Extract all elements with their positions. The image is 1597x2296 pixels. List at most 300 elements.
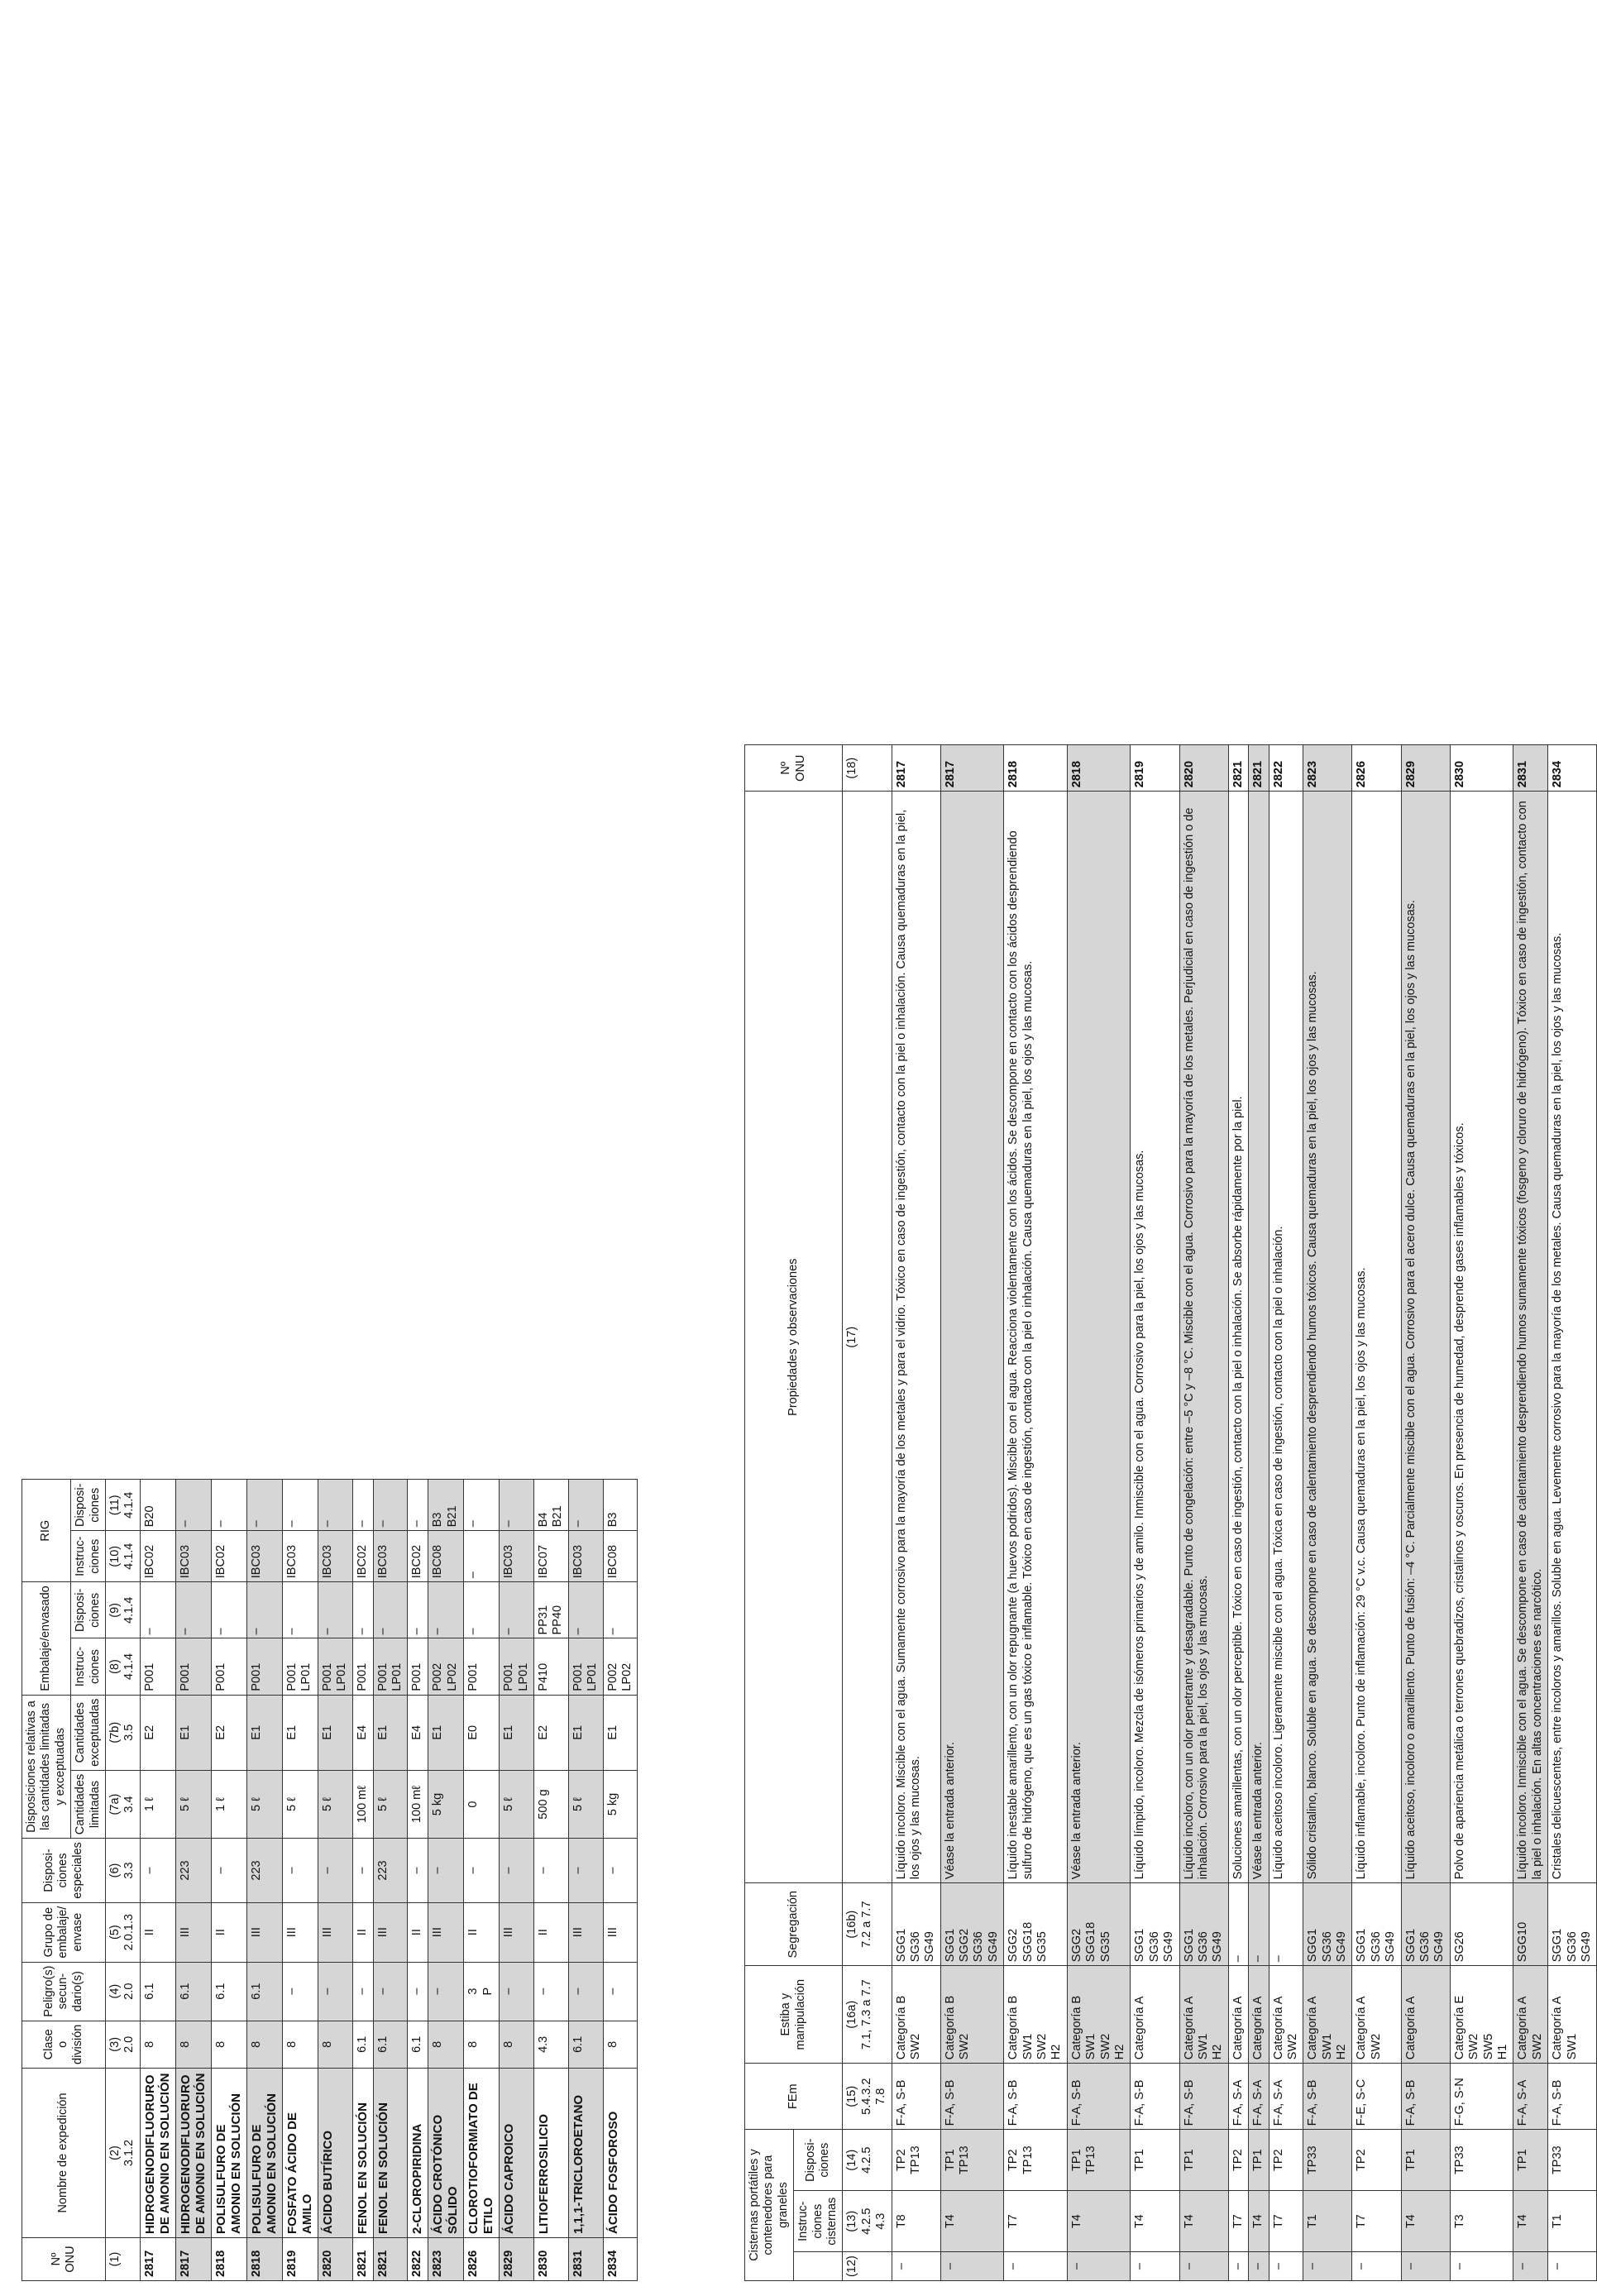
packing-provision-cell: – — [603, 1582, 638, 1638]
properties-cell: Véase la entrada anterior. — [1249, 792, 1269, 1883]
column-number: (4) 2.0 — [105, 1962, 140, 2021]
ibc-provision-cell: – — [408, 1480, 428, 1531]
limited-quantity-cell: 5 ℓ — [175, 1770, 211, 1838]
onu-cell-right: 2817 — [892, 745, 940, 792]
table-row — [1513, 745, 1548, 2281]
ibc-provision-cell: – — [175, 1480, 211, 1531]
special-provisions-cell: – — [282, 1839, 318, 1903]
tank-provision-cell: TP2 — [1228, 2130, 1248, 2191]
onu-cell-right: 2829 — [1401, 745, 1450, 792]
column-number: (16b) 7.2 a 7.7 — [843, 1883, 892, 1966]
ibc-provision-cell: – — [568, 1480, 603, 1531]
onu-cell-right: 2818 — [1067, 745, 1131, 792]
excepted-quantity-cell: E1 — [603, 1695, 638, 1770]
packing-group-cell: III — [246, 1902, 282, 1962]
properties-cell: Líquido incoloro. Miscible con el agua. Sumamente corrosivo para la mayoría de los metales y para el vidrio. Tóxico en caso de ingestión, contacto con la piel o inhalación. Causa quemaduras en la piel, los ojos y las mucosas. — [892, 792, 940, 1883]
stowage-cell: Categoría B SW1 SW2 H2 — [1067, 1966, 1131, 2064]
class-cell: 8 — [246, 2021, 282, 2068]
secondary-hazard-cell: 6.1 — [140, 1962, 175, 2021]
onu-cell-right: 2821 — [1249, 745, 1269, 792]
packing-group-cell: II — [408, 1902, 428, 1962]
table-row — [940, 745, 1004, 2281]
excepted-quantity-cell: E1 — [282, 1695, 318, 1770]
ibc-provision-cell: B3 — [603, 1480, 638, 1531]
ems-cell: F-A, S-B — [1179, 2064, 1228, 2130]
onu-cell-right: 2817 — [940, 745, 1004, 792]
tank-provision-cell: TP1 — [1401, 2130, 1450, 2191]
packing-instruction-cell: P001 LP01 — [500, 1638, 534, 1695]
packing-instruction-cell: P001 — [140, 1638, 175, 1695]
ibc-provision-cell: – — [500, 1480, 534, 1531]
class-cell: 8 — [318, 2021, 352, 2068]
stowage-cell: Categoría A SW2 — [1269, 1966, 1303, 2064]
header-limited: Cantidades limitadas — [71, 1770, 106, 1838]
onu-cell-right: 2820 — [1179, 745, 1228, 792]
ems-cell: F-A, S-B — [1067, 2064, 1131, 2130]
properties-cell: Líquido incoloro, con un olor penetrante y desagradable. Punto de congelación: entre –5 °C y –8 °C. Miscible con el agua. Corrosivo para la mayoría de los metales. Perjudicial en caso de ingestión o de inhalación. Corrosivo para la piel, los ojos y las mucosas. — [1179, 792, 1228, 1883]
secondary-hazard-cell: 6.1 — [211, 1962, 246, 2021]
onu-cell: 2817 — [140, 2238, 175, 2281]
ibc-provision-cell: – — [464, 1480, 500, 1531]
left-table-body — [140, 1480, 638, 2281]
class-cell: 6.1 — [373, 2021, 408, 2068]
tank-instruction-cell: T4 — [1067, 2191, 1131, 2252]
tank-instruction-cell: T7 — [1004, 2191, 1068, 2252]
col12-cell: – — [1303, 2252, 1352, 2281]
tank-instruction-cell: T4 — [1513, 2191, 1548, 2252]
class-cell: 8 — [500, 2021, 534, 2068]
ems-cell: F-E, S-C — [1352, 2064, 1401, 2130]
header-tank-instructions: Instruc- ciones cisternas — [794, 2191, 843, 2252]
class-cell: 8 — [211, 2021, 246, 2068]
header-packing-instructions: Instruc- ciones — [71, 1638, 106, 1695]
header-segregation: Segregación — [745, 1883, 843, 1966]
class-cell: 4.3 — [534, 2021, 569, 2068]
properties-cell: Soluciones amarillentas, con un olor perceptible. Tóxico en caso de ingestión, contacto con la piel o inhalación. Se absorbe rápidamente por la piel. — [1228, 792, 1248, 1883]
table-row — [603, 1480, 638, 2281]
class-cell: 6.1 — [568, 2021, 603, 2068]
properties-cell: Polvo de apariencia metálica o terrones quebradizos, cristalinos y oscuros. En presencia de humedad, desprende gases inflamables y tóxicos. — [1450, 792, 1513, 1883]
name-cell: FOSFATO ÁCIDO DE AMILO — [282, 2069, 318, 2238]
ems-cell: F-A, S-B — [1303, 2064, 1352, 2130]
name-cell: FENOL EN SOLUCIÓN — [352, 2069, 373, 2238]
column-number: (17) — [843, 792, 892, 1883]
onu-cell: 2822 — [408, 2238, 428, 2281]
tank-provision-cell: TP2 TP13 — [892, 2130, 940, 2191]
properties-cell: Líquido incoloro. Inmiscible con el agua. Se descompone en caso de calentamiento desprendiendo humos sumamente tóxicos (fosgeno y cloruro de hidrógeno). Tóxico en caso de ingestión, contacto con la piel o inhalación. En altas concentraciones es narcótico. — [1513, 792, 1548, 1883]
onu-cell: 2819 — [282, 2238, 318, 2281]
packing-instruction-cell: P001 — [211, 1638, 246, 1695]
name-cell: ÁCIDO FOSFOROSO — [603, 2069, 638, 2238]
column-number: (3) 2.0 — [105, 2021, 140, 2068]
segregation-cell: SGG1 SG36 SG49 — [1303, 1883, 1352, 1966]
ibc-provision-cell: – — [373, 1480, 408, 1531]
header-stowage: Estiba y manipulación — [745, 1966, 843, 2064]
header-class: Clase o división — [22, 2021, 106, 2068]
limited-quantity-cell: 5 ℓ — [373, 1770, 408, 1838]
limited-quantity-cell: 5 ℓ — [568, 1770, 603, 1838]
packing-group-cell: II — [352, 1902, 373, 1962]
name-cell: 1,1,1-TRICLOROETANO — [568, 2069, 603, 2238]
column-numbers-row-right — [843, 745, 892, 2281]
ems-cell: F-A, S-B — [892, 2064, 940, 2130]
limited-quantity-cell: 500 g — [534, 1770, 569, 1838]
table-row — [373, 1480, 408, 2281]
column-number: (8) 4.1.4 — [105, 1638, 140, 1695]
table-row — [428, 1480, 464, 2281]
column-number: (18) — [843, 745, 892, 792]
packing-group-cell: II — [211, 1902, 246, 1962]
column-number: (7a) 3.4 — [105, 1770, 140, 1838]
special-provisions-cell: – — [318, 1839, 352, 1903]
limited-quantity-cell: 1 ℓ — [211, 1770, 246, 1838]
onu-cell-right: 2830 — [1450, 745, 1513, 792]
ems-cell: F-A, S-B — [1004, 2064, 1068, 2130]
class-cell: 8 — [140, 2021, 175, 2068]
table-row — [1450, 745, 1513, 2281]
onu-cell: 2820 — [318, 2238, 352, 2281]
packing-group-cell: III — [428, 1902, 464, 1962]
stowage-cell: Categoría A — [1401, 1966, 1450, 2064]
name-cell: HIDROGENODIFLUORURO DE AMONIO EN SOLUCIÓN — [140, 2069, 175, 2238]
packing-provision-cell: – — [282, 1582, 318, 1638]
table-row — [318, 1480, 352, 2281]
packing-provision-cell: – — [428, 1582, 464, 1638]
packing-group-cell: III — [603, 1902, 638, 1962]
table-row — [282, 1480, 318, 2281]
secondary-hazard-cell: 6.1 — [175, 1962, 211, 2021]
excepted-quantity-cell: E1 — [318, 1695, 352, 1770]
packing-group-cell: III — [568, 1902, 603, 1962]
onu-cell: 2823 — [428, 2238, 464, 2281]
packing-instruction-cell: P001 — [352, 1638, 373, 1695]
stowage-cell: Categoría B SW2 — [940, 1966, 1004, 2064]
column-number: (11) 4.1.4 — [105, 1480, 140, 1531]
special-provisions-cell: 223 — [373, 1839, 408, 1903]
secondary-hazard-cell: – — [352, 1962, 373, 2021]
packing-provision-cell: – — [175, 1582, 211, 1638]
tank-instruction-cell: T7 — [1228, 2191, 1248, 2252]
special-provisions-cell: – — [352, 1839, 373, 1903]
tank-instruction-cell: T7 — [1269, 2191, 1303, 2252]
header-packing-group: Grupo de embalaje/ envase — [22, 1902, 106, 1962]
secondary-hazard-cell: – — [603, 1962, 638, 2021]
header-ibc-instructions: Instruc- ciones — [71, 1531, 106, 1582]
onu-cell: 2826 — [464, 2238, 500, 2281]
header-ibc-provisions: Disposi- ciones — [71, 1480, 106, 1531]
stowage-cell: Categoría E SW2 SW5 H1 — [1450, 1966, 1513, 2064]
header-onu: Nº ONU — [22, 2238, 106, 2281]
tank-provision-cell: TP1 — [1513, 2130, 1548, 2191]
packing-provision-cell: – — [373, 1582, 408, 1638]
tank-instruction-cell: T7 — [1352, 2191, 1401, 2252]
ibc-instruction-cell: IBC03 — [500, 1531, 534, 1582]
onu-cell: 2830 — [534, 2238, 569, 2281]
class-cell: 6.1 — [408, 2021, 428, 2068]
secondary-hazard-cell: – — [318, 1962, 352, 2021]
ibc-instruction-cell: IBC08 — [428, 1531, 464, 1582]
excepted-quantity-cell: E4 — [352, 1695, 373, 1770]
packing-group-cell: III — [373, 1902, 408, 1962]
header-properties: Propiedades y observaciones — [745, 792, 843, 1883]
packing-provision-cell: – — [500, 1582, 534, 1638]
packing-instruction-cell: P002 LP02 — [428, 1638, 464, 1695]
column-number: (5) 2.0.1.3 — [105, 1902, 140, 1962]
segregation-cell: SGG2 SGG18 SG35 — [1067, 1883, 1131, 1966]
onu-cell: 2821 — [352, 2238, 373, 2281]
packing-instruction-cell: P001 LP01 — [318, 1638, 352, 1695]
onu-cell-right: 2822 — [1269, 745, 1303, 792]
excepted-quantity-cell: E0 — [464, 1695, 500, 1770]
class-cell: 8 — [428, 2021, 464, 2068]
header-tank-provisions: Disposi- ciones — [794, 2130, 843, 2191]
tank-instruction-cell: T3 — [1450, 2191, 1513, 2252]
packing-group-cell: III — [175, 1902, 211, 1962]
packing-group-cell: II — [140, 1902, 175, 1962]
name-cell: HIDROGENODIFLUORURO DE AMONIO EN SOLUCIÓN — [175, 2069, 211, 2238]
packing-provision-cell: – — [246, 1582, 282, 1638]
properties-cell: Líquido límpido, incoloro. Mezcla de isómeros primarios y de amilo. Inmiscible con el agua. Corrosivo para la piel, los ojos y las mucosas. — [1131, 792, 1179, 1883]
table-row — [1352, 745, 1401, 2281]
properties-cell: Cristales delicuescentes, entre incoloros y amarillos. Soluble en agua. Levemente corrosivo para la mayoría de los metales. Causa quemaduras en la piel, los ojos y las mucosas. — [1548, 792, 1597, 1883]
table-row — [500, 1480, 534, 2281]
column-number: (9) 4.1.4 — [105, 1582, 140, 1638]
ibc-provision-cell: – — [352, 1480, 373, 1531]
onu-cell-right: 2819 — [1131, 745, 1179, 792]
table-row — [408, 1480, 428, 2281]
tank-provision-cell: TP2 — [1352, 2130, 1401, 2191]
stowage-cell: Categoría A SW2 — [1513, 1966, 1548, 2064]
col12-cell: – — [1067, 2252, 1131, 2281]
secondary-hazard-cell: – — [534, 1962, 569, 2021]
onu-cell-right: 2826 — [1352, 745, 1401, 792]
ibc-provision-cell: – — [318, 1480, 352, 1531]
tank-provision-cell: TP33 — [1303, 2130, 1352, 2191]
column-number: (2) 3.1.2 — [105, 2069, 140, 2238]
onu-cell-right: 2834 — [1548, 745, 1597, 792]
packing-instruction-cell: P410 — [534, 1638, 569, 1695]
special-provisions-cell: – — [568, 1839, 603, 1903]
packing-instruction-cell: P002 LP02 — [603, 1638, 638, 1695]
table-row — [211, 1480, 246, 2281]
limited-quantity-cell: 5 ℓ — [246, 1770, 282, 1838]
packing-provision-cell: – — [211, 1582, 246, 1638]
secondary-hazard-cell: – — [568, 1962, 603, 2021]
header-excepted: Cantidades exceptuadas — [71, 1695, 106, 1770]
special-provisions-cell: – — [140, 1839, 175, 1903]
segregation-cell: SGG2 SGG18 SG35 — [1004, 1883, 1068, 1966]
ibc-provision-cell: B3 B21 — [428, 1480, 464, 1531]
column-number: (7b) 3.5 — [105, 1695, 140, 1770]
excepted-quantity-cell: E2 — [140, 1695, 175, 1770]
tank-instruction-cell: T4 — [1249, 2191, 1269, 2252]
col12-cell: – — [1401, 2252, 1450, 2281]
tank-provision-cell: TP1 — [1131, 2130, 1179, 2191]
onu-cell-right: 2831 — [1513, 745, 1548, 792]
ibc-provision-cell: B20 — [140, 1480, 175, 1531]
name-cell: ÁCIDO BUTÍRICO — [318, 2069, 352, 2238]
tank-provision-cell: TP2 TP13 — [1004, 2130, 1068, 2191]
table-row — [140, 1480, 175, 2281]
header-onu-right: Nº ONU — [745, 745, 843, 792]
onu-cell: 2818 — [246, 2238, 282, 2281]
tank-provision-cell: TP33 — [1548, 2130, 1597, 2191]
header-secondary-hazard: Peligro(s) secun- dario(s) — [22, 1962, 106, 2021]
packing-provision-cell: – — [464, 1582, 500, 1638]
ems-cell: F-A, S-B — [1131, 2064, 1179, 2130]
col12-cell: – — [1269, 2252, 1303, 2281]
tank-instruction-cell: T4 — [1179, 2191, 1228, 2252]
table-row — [464, 1480, 500, 2281]
excepted-quantity-cell: E1 — [500, 1695, 534, 1770]
column-number: (1) — [105, 2238, 140, 2281]
tank-instruction-cell: T4 — [940, 2191, 1004, 2252]
table-row — [175, 1480, 211, 2281]
table-row — [1131, 745, 1179, 2281]
right-table-body — [892, 745, 1597, 2281]
ems-cell: F-A, S-B — [940, 2064, 1004, 2130]
segregation-cell: SGG1 SG36 SG49 — [1131, 1883, 1179, 1966]
onu-cell: 2818 — [211, 2238, 246, 2281]
ibc-provision-cell: – — [211, 1480, 246, 1531]
limited-quantity-cell: 1 ℓ — [140, 1770, 175, 1838]
header-ibc: RIG — [22, 1480, 71, 1582]
packing-provision-cell: – — [140, 1582, 175, 1638]
ibc-instruction-cell: IBC02 — [140, 1531, 175, 1582]
dangerous-goods-list-right — [744, 744, 1597, 2281]
excepted-quantity-cell: E4 — [408, 1695, 428, 1770]
name-cell: ÁCIDO CAPROICO — [500, 2069, 534, 2238]
table-row — [1401, 745, 1450, 2281]
secondary-hazard-cell: – — [500, 1962, 534, 2021]
secondary-hazard-cell: 3 P — [464, 1962, 500, 2021]
tank-provision-cell: TP33 — [1450, 2130, 1513, 2191]
stowage-cell: Categoría A — [1228, 1966, 1248, 2064]
limited-quantity-cell: 100 mℓ — [408, 1770, 428, 1838]
packing-provision-cell: – — [318, 1582, 352, 1638]
segregation-cell: SGG1 SG36 SG49 — [892, 1883, 940, 1966]
ibc-instruction-cell: IBC08 — [603, 1531, 638, 1582]
packing-provision-cell: – — [408, 1582, 428, 1638]
table-row — [568, 1480, 603, 2281]
segregation-cell: – — [1228, 1883, 1248, 1966]
ems-cell: F-A, S-B — [1401, 2064, 1450, 2130]
header-ems: FEm — [745, 2064, 843, 2130]
class-cell: 8 — [282, 2021, 318, 2068]
onu-cell: 2817 — [175, 2238, 211, 2281]
header-tanks: Cisternas portátiles y contenedores para graneles — [745, 2130, 794, 2281]
tank-instruction-cell: T8 — [892, 2191, 940, 2252]
ems-cell: F-A, S-A — [1269, 2064, 1303, 2130]
tank-provision-cell: TP2 — [1269, 2130, 1303, 2191]
secondary-hazard-cell: – — [282, 1962, 318, 2021]
tank-instruction-cell: T4 — [1401, 2191, 1450, 2252]
tank-instruction-cell: T1 — [1303, 2191, 1352, 2252]
class-cell: 8 — [603, 2021, 638, 2068]
table-row — [892, 745, 940, 2281]
stowage-cell: Categoría A SW1 — [1548, 1966, 1597, 2064]
packing-group-cell: II — [534, 1902, 569, 1962]
limited-quantity-cell: 5 kg — [428, 1770, 464, 1838]
packing-group-cell: II — [464, 1902, 500, 1962]
header-limited-excepted: Disposiciones relativas a las cantidades limitadas y exceptuadas — [22, 1695, 71, 1839]
ibc-instruction-cell: – — [464, 1531, 500, 1582]
properties-cell: Líquido aceitoso, incoloro o amarillento. Punto de fusión: –4 °C. Parcialmente miscible con el agua. Corrosivo para el acero dulce. Causa quemaduras en la piel, los ojos y las mucosas. — [1401, 792, 1450, 1883]
table-row — [246, 1480, 282, 2281]
excepted-quantity-cell: E1 — [428, 1695, 464, 1770]
ibc-instruction-cell: IBC02 — [408, 1531, 428, 1582]
table-row — [1249, 745, 1269, 2281]
limited-quantity-cell: 5 ℓ — [318, 1770, 352, 1838]
secondary-hazard-cell: – — [408, 1962, 428, 2021]
tank-instruction-cell: T1 — [1548, 2191, 1597, 2252]
packing-group-cell: III — [500, 1902, 534, 1962]
special-provisions-cell: – — [408, 1839, 428, 1903]
packing-group-cell: III — [282, 1902, 318, 1962]
special-provisions-cell: – — [534, 1839, 569, 1903]
stowage-cell: Categoría A SW1 H2 — [1179, 1966, 1228, 2064]
onu-cell: 2834 — [603, 2238, 638, 2281]
col12-cell: – — [1004, 2252, 1068, 2281]
secondary-hazard-cell: – — [373, 1962, 408, 2021]
secondary-hazard-cell: – — [428, 1962, 464, 2021]
packing-provision-cell: – — [352, 1582, 373, 1638]
limited-quantity-cell: 100 mℓ — [352, 1770, 373, 1838]
column-number: (13) 4.2.5 4.3 — [843, 2191, 892, 2252]
segregation-cell: – — [1269, 1883, 1303, 1966]
ibc-instruction-cell: IBC03 — [568, 1531, 603, 1582]
class-cell: 8 — [175, 2021, 211, 2068]
dangerous-goods-list-left — [22, 1479, 638, 2281]
header-col12-blank — [794, 2252, 843, 2281]
table-row — [534, 1480, 569, 2281]
tank-provision-cell: TP1 TP13 — [1067, 2130, 1131, 2191]
col12-cell: – — [1131, 2252, 1179, 2281]
col12-cell: – — [1450, 2252, 1513, 2281]
column-number: (14) 4.2.5 — [843, 2130, 892, 2191]
packing-instruction-cell: P001 — [246, 1638, 282, 1695]
onu-cell-right: 2821 — [1228, 745, 1248, 792]
packing-instruction-cell: P001 LP01 — [568, 1638, 603, 1695]
properties-cell: Véase la entrada anterior. — [940, 792, 1004, 1883]
stowage-cell: Categoría A — [1131, 1966, 1179, 2064]
table-row — [1548, 745, 1597, 2281]
ibc-instruction-cell: IBC03 — [175, 1531, 211, 1582]
column-number: (15) 5.4.3.2 7.8 — [843, 2064, 892, 2130]
excepted-quantity-cell: E2 — [211, 1695, 246, 1770]
segregation-cell: SGG10 — [1513, 1883, 1548, 1966]
onu-cell: 2831 — [568, 2238, 603, 2281]
header-name: Nombre de expedición — [22, 2069, 106, 2238]
name-cell: FENOL EN SOLUCIÓN — [373, 2069, 408, 2238]
properties-cell: Líquido aceitoso incoloro. Ligeramente miscible con el agua. Tóxica en caso de ingestión, contacto con la piel o inhalación. — [1269, 792, 1303, 1883]
excepted-quantity-cell: E1 — [246, 1695, 282, 1770]
packing-group-cell: III — [318, 1902, 352, 1962]
stowage-cell: Categoría B SW2 — [892, 1966, 940, 2064]
ibc-instruction-cell: IBC02 — [352, 1531, 373, 1582]
col12-cell: – — [1249, 2252, 1269, 2281]
ibc-instruction-cell: IBC02 — [211, 1531, 246, 1582]
excepted-quantity-cell: E1 — [175, 1695, 211, 1770]
col12-cell: – — [1513, 2252, 1548, 2281]
name-cell: ÁCIDO CROTÓNICO SÓLIDO — [428, 2069, 464, 2238]
ibc-instruction-cell: IBC03 — [318, 1531, 352, 1582]
packing-instruction-cell: P001 LP01 — [282, 1638, 318, 1695]
segregation-cell: – — [1249, 1883, 1269, 1966]
packing-instruction-cell: P001 — [175, 1638, 211, 1695]
onu-cell-right: 2823 — [1303, 745, 1352, 792]
table-row — [1179, 745, 1228, 2281]
